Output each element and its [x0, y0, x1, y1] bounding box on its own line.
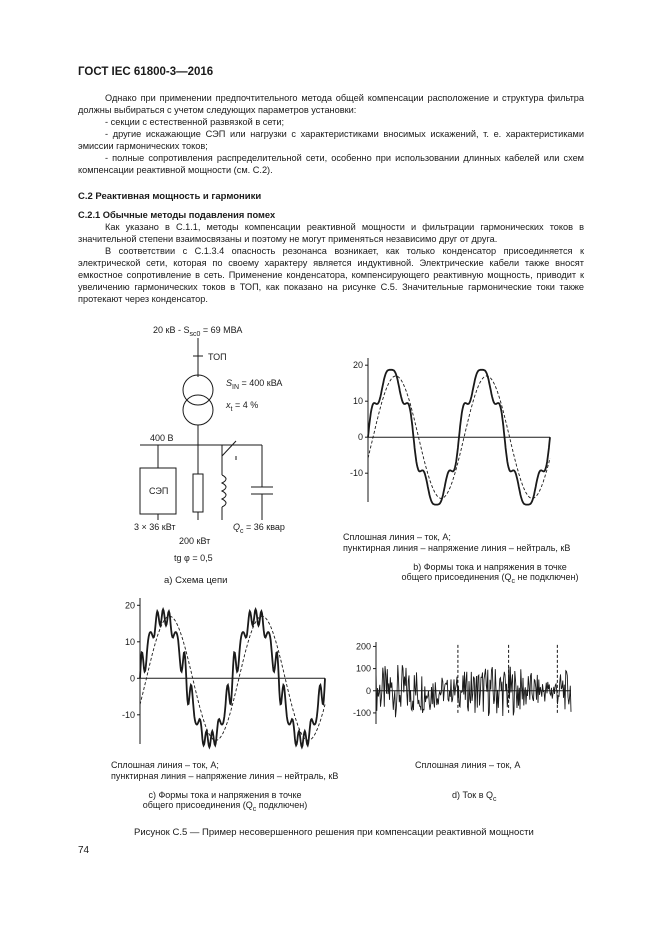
chart-d-tick-label: 0	[365, 685, 371, 696]
chart-b-tick-label: 10	[352, 396, 363, 407]
capacitor-label: $Q_c = 36$ квар	[233, 522, 285, 535]
chart-c-legend-1: Сплошная линия – ток, А;	[111, 760, 219, 770]
chart-c-caption: с) Формы тока и напряжения в точке общего присоединения ($Q_c$ подключен)	[142, 790, 308, 813]
chart-b-tick-label: 20	[352, 360, 363, 371]
chart-c-legend-2: пунктирная линия – напряжение линия – нейтраль, кВ	[111, 771, 339, 781]
heading-c2: С.2 Реактивная мощность и гармоники	[78, 191, 262, 202]
chart-b-tick-label: 0	[357, 432, 363, 443]
document-header: ГОСТ IEC 61800-3—2016	[78, 66, 214, 78]
chart-b-caption: b) Формы тока и напряжения в точке общего присоединения ($Q_c$ не подключен)	[401, 562, 579, 585]
chart-b-legend-2: пунктирная линия – напряжение линия – нейтраль, кВ	[343, 543, 571, 553]
chart-d	[346, 636, 576, 736]
chart-d-tick-label: 100	[355, 663, 371, 674]
bullet-1: - секции с естественной развязкой в сети;	[105, 117, 285, 127]
load-label: 200 кВт	[179, 536, 211, 546]
paragraph-1: Однако при применении предпочтительного метода общей компенсации расположение и структура фильтра должны выбираться с учетом следующих параметров установки:	[78, 93, 584, 115]
chart-b-tick-label: -10	[349, 468, 363, 479]
chart-c-tick-label: -10	[121, 709, 135, 720]
chart-d-legend-1: Сплошная линия – ток, А	[415, 760, 521, 770]
pds-load-label: 3 × 36 кВт	[134, 522, 176, 532]
chart-c-tick-label: 10	[124, 636, 135, 647]
bullet-2: - другие искажающие СЭП или нагрузки с характеристиками вносимых искажений, т. е. характеристиками эмиссии гармонических токов;	[78, 129, 584, 151]
chart-b-legend-1: Сплошная линия – ток, А;	[343, 532, 451, 542]
circuit-caption: а) Схема цепи	[164, 575, 228, 586]
figure-caption: Рисунок С.5 — Пример несовершенного решения при компенсации реактивной мощности	[134, 827, 534, 838]
chart-b	[336, 350, 536, 510]
supply-label: 20 кВ - $S_{sc0} = 69$ МВА	[153, 325, 243, 338]
bus-voltage-label: 400 В	[150, 433, 174, 443]
transformer-rating-label: $S_{IN} = 400$ кВА	[226, 378, 283, 391]
page-number: 74	[78, 845, 90, 856]
chart-c-tick-label: 0	[129, 673, 135, 684]
chart-d-caption: d) Ток в $Q_c$	[452, 790, 497, 803]
power-factor-label: tg φ = 0,5	[174, 553, 213, 563]
impedance-label: $x_t = 4$ %	[226, 400, 259, 413]
pds-label: СЭП	[149, 486, 169, 496]
heading-c21: С.2.1 Обычные методы подавления помех	[78, 210, 276, 220]
paragraph-2: Как указано в С.1.1, методы компенсации реактивной мощности и фильтрации гармонических токов в значительной степени взаимосвязаны и поэтому не могут применяться независимо друг от друга.	[78, 222, 584, 244]
bullet-3: - полные сопротивления распределительной сети, особенно при использовании длинных кабелей или схем компенсации реактивной мощности (см. С.2).	[78, 153, 584, 175]
chart-c-tick-label: 20	[124, 600, 135, 611]
pcc-label: ТОП	[208, 352, 227, 362]
chart-d-tick-label: 200	[355, 641, 371, 652]
chart-c	[112, 590, 332, 750]
chart-d-tick-label: -100	[352, 707, 371, 718]
paragraph-3: В соответствии с С.1.3.4 опасность резонанса возникает, как только конденсатор присоединяется к электрической сети, которая по своему характеру является индуктивной. Электрические кабели также вносят емкостное сопротивление в сеть. Применение конденсатора, компенсирующего реактивную мощность, приводит к увеличению гармонических токов в ТОП, как показано на рисунке С.5. Значительные гармонические токи также протекают через конденсатор.	[78, 246, 584, 304]
